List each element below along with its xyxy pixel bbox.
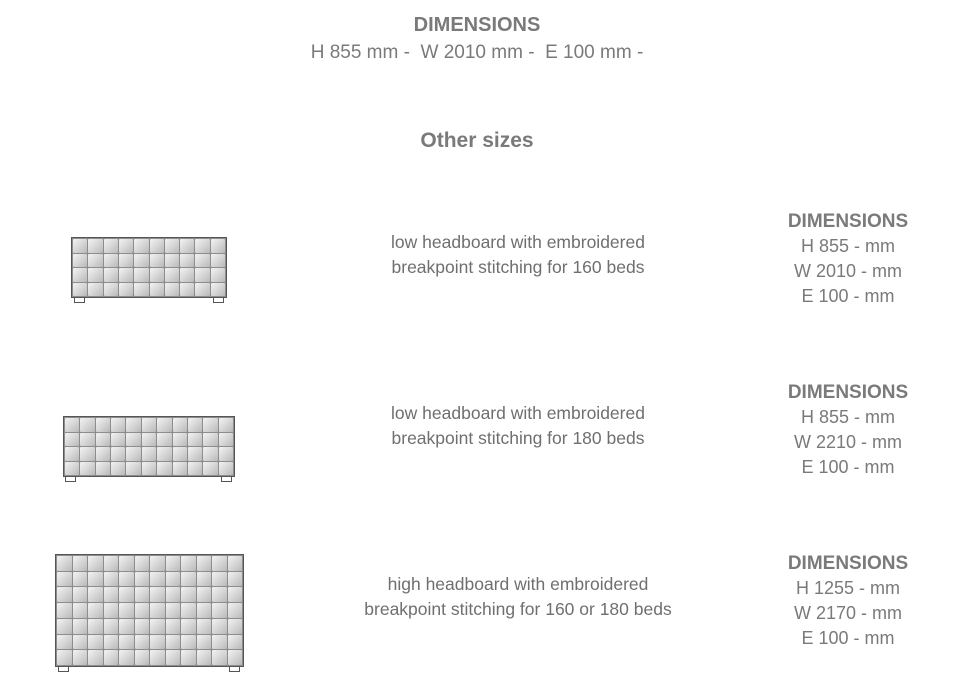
tufted-cell — [203, 433, 217, 447]
tufted-cell — [73, 603, 88, 618]
item-dimensions-title: DIMENSIONS — [787, 553, 909, 574]
tufted-cell — [73, 254, 87, 268]
headboard-low-160-image — [71, 237, 227, 304]
tufted-cell — [57, 650, 72, 665]
headboard-panel — [55, 554, 244, 667]
tufted-cell — [211, 268, 225, 282]
tufted-cell — [104, 635, 119, 650]
tufted-cell — [181, 572, 196, 587]
headboard-panel — [71, 237, 227, 298]
tufted-cell — [173, 447, 187, 461]
tufted-cell — [188, 433, 202, 447]
item-dimensions — [770, 380, 926, 480]
tufted-cell — [212, 572, 227, 587]
tufted-cell — [135, 587, 150, 602]
item-description-line2: breakpoint stitching for 160 or 180 beds — [364, 599, 672, 619]
headboard-low-180-image — [63, 416, 235, 483]
tufted-cell — [73, 268, 87, 282]
tufted-cell — [157, 418, 171, 432]
tufted-cell — [57, 572, 72, 587]
tufted-cell — [104, 283, 118, 297]
tufted-cell — [57, 619, 72, 634]
headboard-leg-right — [229, 666, 240, 672]
tufted-cell — [135, 603, 150, 618]
tufted-cell — [135, 635, 150, 650]
item-description — [300, 572, 736, 622]
tufted-cell — [142, 462, 156, 476]
tufted-cell — [88, 239, 102, 253]
tufted-cell — [134, 239, 148, 253]
tufted-cell — [65, 433, 79, 447]
item-description — [300, 230, 736, 280]
tufted-cell — [212, 587, 227, 602]
item-width: W 2210 - mm — [793, 432, 903, 452]
tufted-cell — [195, 268, 209, 282]
tufted-cell — [157, 462, 171, 476]
tufted-cell — [88, 635, 103, 650]
tufted-cell — [150, 239, 164, 253]
tufted-cell — [111, 433, 125, 447]
tufted-cell — [228, 572, 243, 587]
item-width: W 2010 - mm — [793, 261, 903, 281]
item-dimensions-title: DIMENSIONS — [787, 211, 909, 232]
tufted-cell — [119, 635, 134, 650]
tufted-cell — [211, 283, 225, 297]
tufted-cell — [65, 418, 79, 432]
tufted-cell — [219, 462, 233, 476]
tufted-cell — [212, 619, 227, 634]
tufted-cell — [173, 433, 187, 447]
tufted-cell — [212, 603, 227, 618]
tufted-cell — [57, 587, 72, 602]
tufted-cell — [150, 650, 165, 665]
tufted-cell — [119, 254, 133, 268]
tufted-cell — [126, 433, 140, 447]
item-height: H 855 - mm — [800, 407, 896, 427]
tufted-cell — [166, 650, 181, 665]
headboard-leg-left — [58, 666, 69, 672]
tufted-cell — [181, 619, 196, 634]
tufted-cell — [219, 418, 233, 432]
tufted-cell — [57, 635, 72, 650]
tufted-cell — [197, 650, 212, 665]
item-dimensions — [770, 551, 926, 651]
tufted-cell — [73, 587, 88, 602]
tufted-cell — [203, 418, 217, 432]
tufted-cell — [181, 603, 196, 618]
tufted-cell — [104, 650, 119, 665]
tufted-cell — [119, 239, 133, 253]
tufted-cell — [80, 433, 94, 447]
item-description-line1: low headboard with embroidered — [391, 403, 645, 423]
tufted-cell — [96, 462, 110, 476]
tufted-cell — [57, 556, 72, 571]
tufted-cell — [119, 283, 133, 297]
tufted-cell — [165, 239, 179, 253]
tufted-cell — [165, 268, 179, 282]
tufted-cell — [197, 603, 212, 618]
tufted-cell — [119, 556, 134, 571]
tufted-cell — [180, 283, 194, 297]
tufted-cell — [111, 462, 125, 476]
tufted-cell — [80, 462, 94, 476]
tufted-cell — [88, 556, 103, 571]
tufted-cell — [197, 635, 212, 650]
tufted-cell — [219, 433, 233, 447]
item-height: H 1255 - mm — [795, 578, 901, 598]
tufted-cell — [165, 254, 179, 268]
tufted-cell — [73, 635, 88, 650]
item-dimensions — [770, 209, 926, 309]
tufted-cell — [88, 572, 103, 587]
item-width: W 2170 - mm — [793, 603, 903, 623]
tufted-cell — [126, 447, 140, 461]
tufted-cell — [166, 635, 181, 650]
tufted-cell — [180, 239, 194, 253]
tufted-cell — [119, 268, 133, 282]
tufted-cell — [65, 462, 79, 476]
tufted-cell — [135, 650, 150, 665]
tufted-cell — [104, 239, 118, 253]
tufted-cell — [150, 254, 164, 268]
headboard-high-image — [55, 554, 244, 673]
tufted-cell — [157, 447, 171, 461]
item-description-line1: low headboard with embroidered — [391, 232, 645, 252]
tufted-cell — [166, 603, 181, 618]
tufted-cell — [195, 254, 209, 268]
tufted-cell — [104, 603, 119, 618]
tufted-cell — [181, 556, 196, 571]
headboard-leg-right — [213, 297, 224, 303]
tufted-cell — [150, 556, 165, 571]
tufted-cell — [119, 619, 134, 634]
tufted-cell — [104, 619, 119, 634]
tufted-cell — [73, 619, 88, 634]
tufted-cell — [150, 283, 164, 297]
tufted-cell — [228, 603, 243, 618]
tufted-cell — [135, 556, 150, 571]
tufted-cell — [228, 587, 243, 602]
tufted-cell — [88, 619, 103, 634]
tufted-cell — [166, 556, 181, 571]
tufted-cell — [73, 556, 88, 571]
tufted-cell — [142, 418, 156, 432]
tufted-cell — [166, 572, 181, 587]
tufted-cell — [195, 239, 209, 253]
tufted-cell — [228, 556, 243, 571]
tufted-cell — [65, 447, 79, 461]
tufted-cell — [96, 418, 110, 432]
tufted-cell — [150, 603, 165, 618]
tufted-cell — [150, 635, 165, 650]
tufted-cell — [134, 254, 148, 268]
tufted-cell — [211, 239, 225, 253]
tufted-cell — [203, 462, 217, 476]
tufted-cell — [180, 254, 194, 268]
tufted-cell — [212, 650, 227, 665]
tufted-cell — [80, 447, 94, 461]
other-sizes-title: Other sizes — [420, 129, 534, 152]
tufted-cell — [73, 650, 88, 665]
tufted-cell — [111, 447, 125, 461]
main-dimensions-values: H 855 mm - W 2010 mm - E 100 mm - — [310, 42, 644, 63]
tufted-cell — [197, 572, 212, 587]
headboard-leg-right — [221, 476, 232, 482]
tufted-cell — [104, 556, 119, 571]
tufted-cell — [126, 462, 140, 476]
tufted-cell — [104, 268, 118, 282]
tufted-cell — [111, 418, 125, 432]
tufted-cell — [188, 447, 202, 461]
tufted-cell — [142, 447, 156, 461]
tufted-cell — [173, 462, 187, 476]
tufted-cell — [96, 447, 110, 461]
tufted-cell — [188, 418, 202, 432]
tufted-cell — [181, 635, 196, 650]
tufted-cell — [195, 283, 209, 297]
tufted-cell — [188, 462, 202, 476]
item-depth: E 100 - mm — [801, 286, 895, 306]
tufted-cell — [80, 418, 94, 432]
tufted-cell — [173, 418, 187, 432]
tufted-cell — [135, 572, 150, 587]
tufted-cell — [73, 239, 87, 253]
tufted-cell — [228, 650, 243, 665]
tufted-cell — [88, 254, 102, 268]
item-description-line1: high headboard with embroidered — [387, 574, 649, 594]
tufted-cell — [150, 587, 165, 602]
tufted-cell — [212, 635, 227, 650]
tufted-cell — [142, 433, 156, 447]
item-height: H 855 - mm — [800, 236, 896, 256]
tufted-cell — [212, 556, 227, 571]
tufted-cell — [88, 268, 102, 282]
tufted-cell — [166, 619, 181, 634]
tufted-cell — [228, 619, 243, 634]
item-dimensions-title: DIMENSIONS — [787, 382, 909, 403]
tufted-cell — [211, 254, 225, 268]
tufted-cell — [88, 587, 103, 602]
item-depth: E 100 - mm — [801, 457, 895, 477]
tufted-cell — [181, 587, 196, 602]
tufted-cell — [119, 603, 134, 618]
tufted-cell — [119, 650, 134, 665]
tufted-cell — [88, 650, 103, 665]
headboard-leg-left — [74, 297, 85, 303]
tufted-cell — [181, 650, 196, 665]
tufted-cell — [57, 603, 72, 618]
tufted-cell — [104, 254, 118, 268]
tufted-cell — [203, 447, 217, 461]
tufted-cell — [135, 619, 150, 634]
tufted-cell — [119, 572, 134, 587]
tufted-cell — [150, 572, 165, 587]
item-depth: E 100 - mm — [801, 628, 895, 648]
tufted-cell — [157, 433, 171, 447]
tufted-cell — [88, 603, 103, 618]
tufted-cell — [197, 587, 212, 602]
tufted-cell — [165, 283, 179, 297]
item-description — [300, 401, 736, 451]
tufted-cell — [150, 268, 164, 282]
headboard-panel — [63, 416, 235, 477]
tufted-cell — [96, 433, 110, 447]
tufted-cell — [150, 619, 165, 634]
tufted-cell — [197, 619, 212, 634]
tufted-cell — [134, 268, 148, 282]
tufted-cell — [219, 447, 233, 461]
tufted-cell — [119, 587, 134, 602]
tufted-cell — [134, 283, 148, 297]
tufted-cell — [88, 283, 102, 297]
tufted-cell — [180, 268, 194, 282]
item-description-line2: breakpoint stitching for 180 beds — [391, 428, 645, 448]
tufted-cell — [104, 587, 119, 602]
tufted-cell — [228, 635, 243, 650]
tufted-cell — [73, 283, 87, 297]
tufted-cell — [197, 556, 212, 571]
item-description-line2: breakpoint stitching for 160 beds — [391, 257, 645, 277]
headboard-leg-left — [65, 476, 76, 482]
tufted-cell — [126, 418, 140, 432]
tufted-cell — [104, 572, 119, 587]
tufted-cell — [166, 587, 181, 602]
main-dimensions-title: DIMENSIONS — [413, 14, 541, 36]
tufted-cell — [73, 572, 88, 587]
